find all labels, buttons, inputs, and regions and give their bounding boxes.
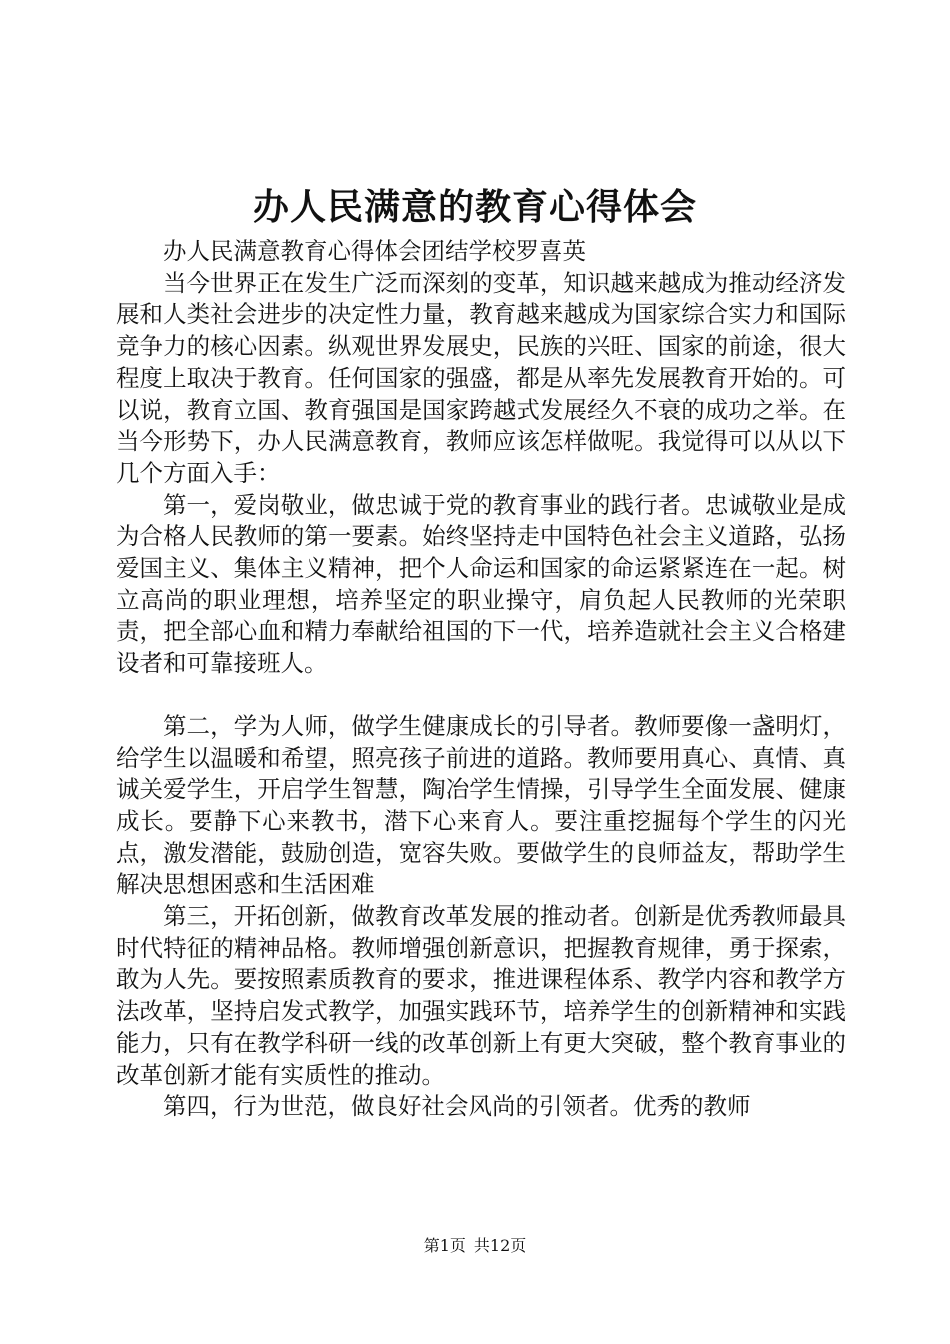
page-footer	[0, 1236, 950, 1256]
paragraph-second-point: 第二，学为人师，做学生健康成长的引导者。教师要像一盏明灯，给学生以温暖和希望，照亮孩子前进的道路。教师要用真心、真情、真诚关爱学生，开启学生智慧，陶冶学生情操，引导学生全面发展、健康成长。要静下心来教书，潜下心来育人。要注重挖掘每个学生的闪光点，激发潜能，鼓励创造，宽容失败。要做学生的良师益友，帮助学生解决思想困惑和生活困难	[116, 711, 846, 899]
byline-paragraph: 办人民满意教育心得体会团结学校罗喜英	[163, 237, 586, 265]
intro-paragraph: 当今世界正在发生广泛而深刻的变革，知识越来越成为推动经济发展和人类社会进步的决定性力量，教育越来越成为国家综合实力和国际竞争力的核心因素。纵观世界发展史，民族的兴旺、国家的前途，很大程度上取决于教育。任何国家的强盛，都是从率先发展教育开始的。可以说，教育立国、教育强国是国家跨越式发展经久不衰的成功之举。在当今形势下，办人民满意教育，教师应该怎样做呢。我觉得可以从以下几个方面入手：	[116, 268, 846, 487]
paragraph-first-point: 第一，爱岗敬业，做忠诚于党的教育事业的践行者。忠诚敬业是成为合格人民教师的第一要素。始终坚持走中国特色社会主义道路，弘扬爱国主义、集体主义精神，把个人命运和国家的命运紧紧连在一起。树立高尚的职业理想，培养坚定的职业操守，肩负起人民教师的光荣职责，把全部心血和精力奉献给祖国的下一代，培养造就社会主义合格建设者和可靠接班人。	[116, 490, 846, 678]
paragraph-fourth-point: 第四，行为世范，做良好社会风尚的引领者。优秀的教师	[163, 1092, 751, 1121]
page-total: 共12页	[473, 1236, 527, 1255]
paragraph-third-point: 第三，开拓创新，做教育改革发展的推动者。创新是优秀教师最具时代特征的精神品格。教师增强创新意识，把握教育规律，勇于探索，敢为人先。要按照素质教育的要求，推进课程体系、教学内容和教学方法改革，坚持启发式教学，加强实践环节，培养学生的创新精神和实践能力，只有在教学科研一线的改革创新上有更大突破，整个教育事业的改革创新才能有实质性的推动。	[116, 902, 846, 1089]
page-title: 办人民满意的教育心得体会	[252, 186, 697, 228]
document-body	[116, 236, 846, 1123]
page-number: 第1页	[423, 1236, 466, 1255]
